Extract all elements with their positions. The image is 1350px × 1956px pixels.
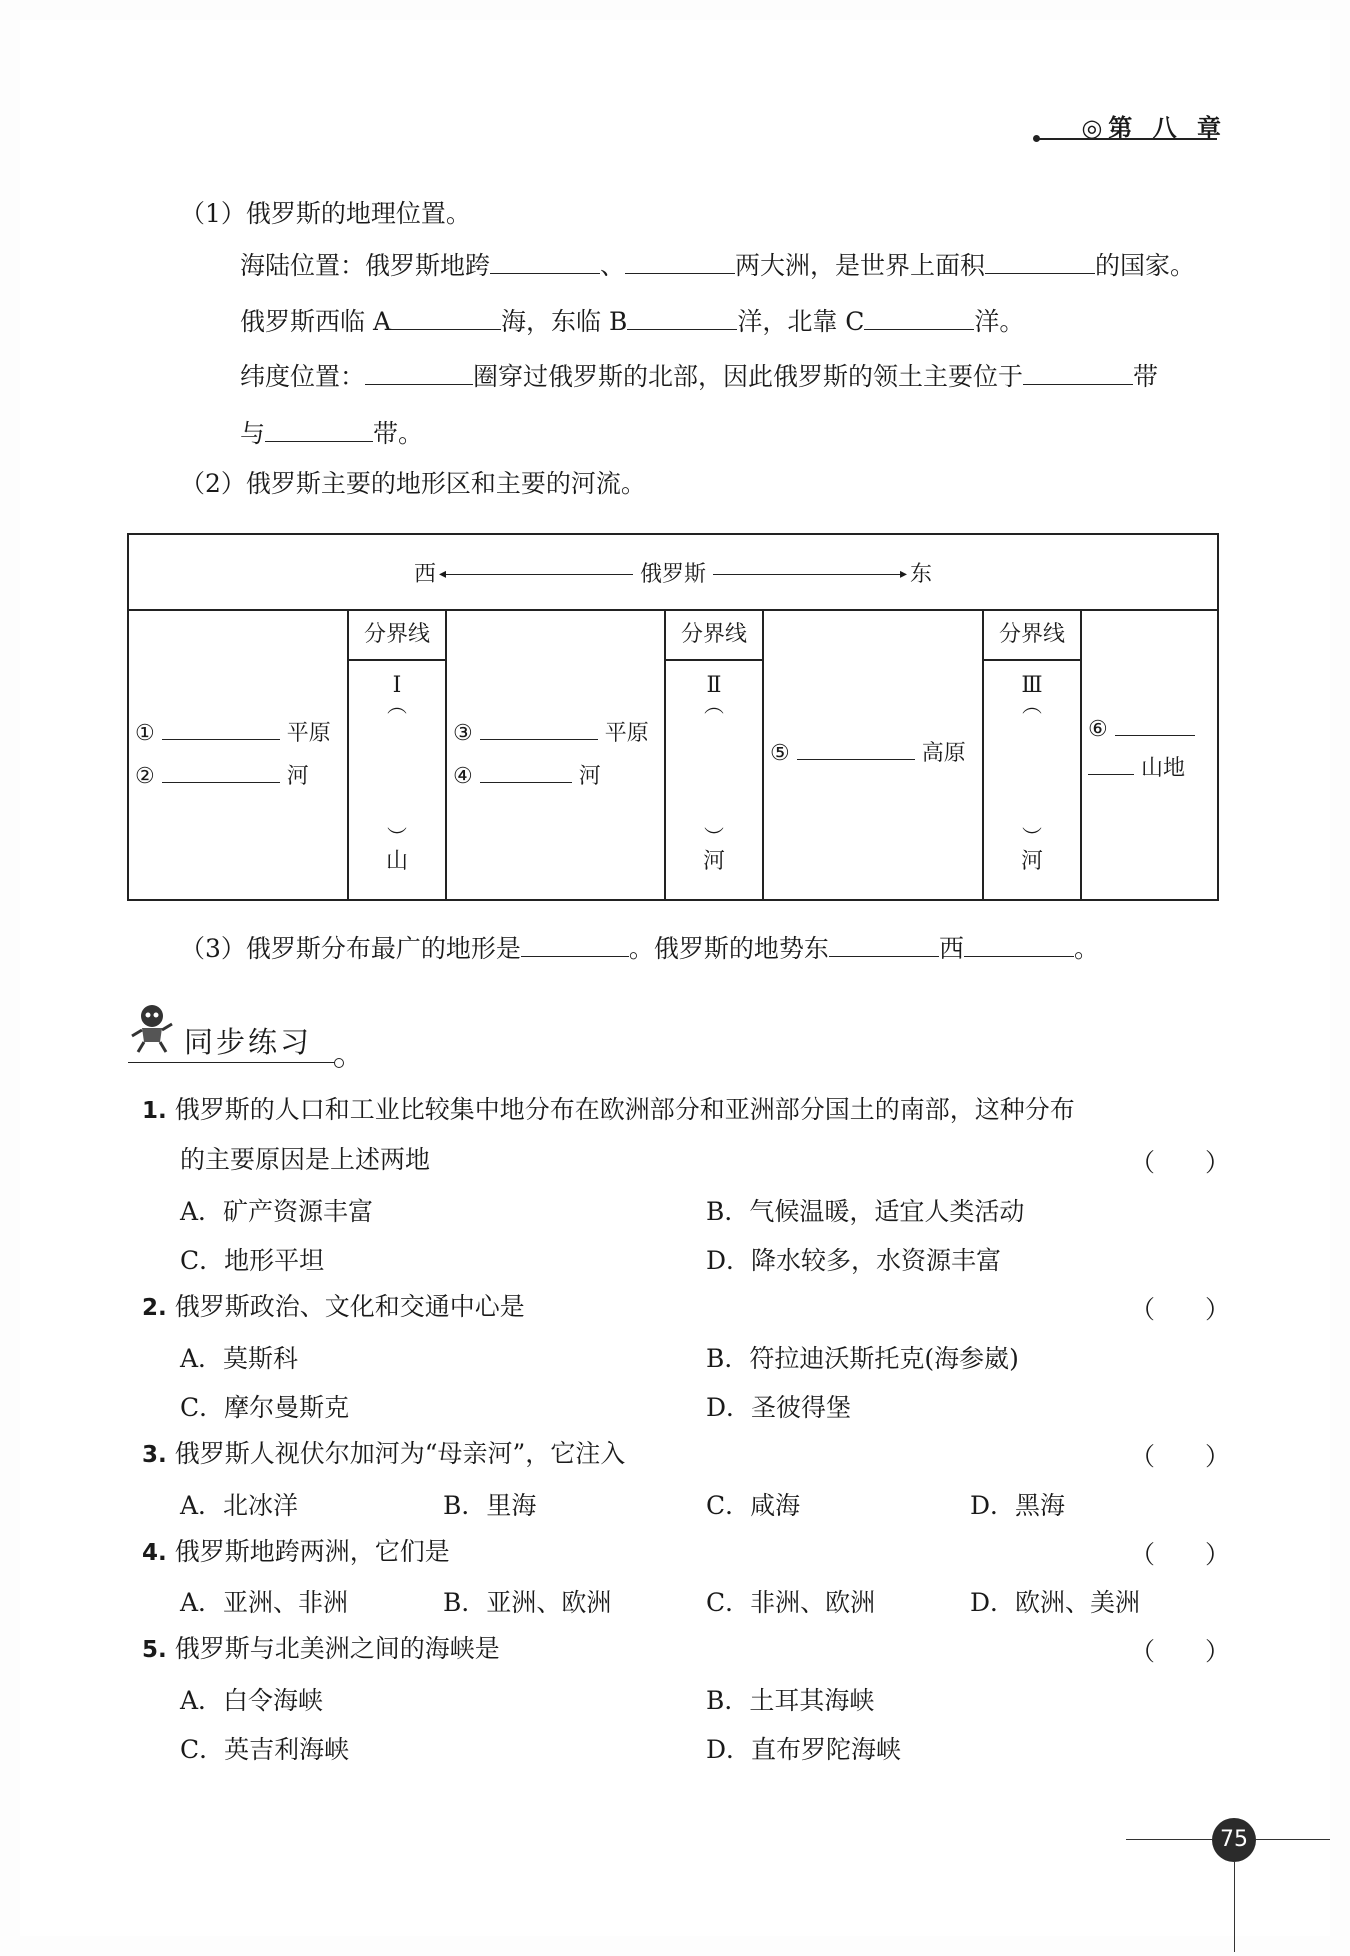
chapter-header: ◎第 八 章 (1081, 114, 1227, 142)
line4-text-a: 与 (240, 419, 266, 448)
line2-text-a: 俄罗斯西临 A (240, 307, 392, 336)
brace-top-1: ︵ (387, 693, 407, 717)
boundary-1 (348, 610, 446, 900)
east-arrow: ▸ (713, 574, 903, 575)
brace-bottom-3: ︶ (1022, 825, 1042, 849)
q5-number: 5. (142, 1637, 167, 1663)
practice-title-rule (128, 1062, 336, 1063)
blank-ocean-c[interactable] (864, 303, 974, 330)
q4-option-b[interactable]: B．亚洲、欧洲 (443, 1588, 612, 1617)
landform-table (127, 533, 1219, 901)
plain-3-suffix: 平原 (604, 721, 649, 746)
cell-plain-1 (128, 610, 348, 900)
q1-answer-paren[interactable]: （ ） (1130, 1148, 1231, 1177)
cell-plateau-5 (763, 610, 983, 900)
brace-top-3: ︵ (1022, 693, 1042, 717)
west-arrow: ◂ (443, 574, 633, 575)
q4-text: 俄罗斯地跨两洲，它们是 (174, 1537, 450, 1566)
river-4-suffix: 河 (578, 764, 601, 789)
header-rule (1037, 138, 1217, 140)
line1-text-d: 的国家。 (1095, 251, 1196, 280)
q4-answer-paren[interactable]: （ ） (1130, 1540, 1231, 1569)
page-number: 75 (1212, 1818, 1256, 1862)
q4-option-c[interactable]: C．非洲、欧洲 (706, 1588, 876, 1617)
section3-text-b: 。俄罗斯的地势东 (628, 934, 829, 963)
q1-text-1: 俄罗斯的人口和工业比较集中地分布在欧洲部分和亚洲部分国土的南部，这种分布 (174, 1095, 1075, 1124)
blank-mountain-6a[interactable] (1115, 713, 1195, 736)
blank-sea-a[interactable] (391, 303, 501, 330)
blank-river-2[interactable] (162, 760, 280, 783)
line3-text-b: 圈穿过俄罗斯的北部，因此俄罗斯的领土主要位于 (473, 362, 1024, 391)
q5-text: 俄罗斯与北美洲之间的海峡是 (174, 1634, 500, 1663)
q3-text: 俄罗斯人视伏尔加河为“母亲河”，它注入 (174, 1439, 626, 1468)
blank-plateau-5[interactable] (797, 737, 915, 760)
blank-mountain-6b[interactable] (1088, 752, 1134, 775)
section3-line (180, 930, 1099, 966)
cell-mountain-6 (1081, 610, 1218, 900)
line2-text-b: 海，东临 B (501, 307, 628, 336)
blank-river-4[interactable] (480, 760, 572, 783)
section3-text-d: 。 (1073, 934, 1099, 963)
marker-5: ⑤ (770, 741, 790, 766)
boundary-3 (983, 610, 1081, 900)
blank-plain-3[interactable] (480, 717, 598, 740)
section1-title: （1）俄罗斯的地理位置。 (180, 199, 471, 228)
blank-terrain-west[interactable] (964, 930, 1074, 957)
roman-2: Ⅱ (706, 673, 722, 698)
q5-option-c[interactable]: C．英吉利海峡 (180, 1735, 350, 1764)
q3-option-c[interactable]: C．咸海 (706, 1491, 801, 1520)
brace-bottom-2: ︶ (704, 825, 724, 849)
marker-1: ① (135, 721, 155, 746)
blank-ocean-b[interactable] (627, 303, 737, 330)
line3-text-c: 带 (1133, 362, 1159, 391)
roman-3: Ⅲ (1021, 673, 1043, 698)
q4-option-a[interactable]: A．亚洲、非洲 (180, 1588, 349, 1617)
blank-landform[interactable] (521, 930, 629, 957)
marker-3: ③ (453, 721, 473, 746)
roman-1: Ⅰ (392, 673, 402, 698)
q2-text: 俄罗斯政治、文化和交通中心是 (174, 1292, 525, 1321)
blank-area[interactable] (985, 247, 1095, 274)
line1-text-b: 、 (600, 251, 626, 280)
marker-6: ⑥ (1088, 717, 1108, 742)
q5-option-a[interactable]: A．白令海峡 (180, 1686, 324, 1715)
boundary-1-label: 分界线 (349, 611, 445, 661)
question-5 (142, 1632, 500, 1667)
blank-zone-2[interactable] (265, 415, 373, 442)
q1-option-d[interactable]: D．降水较多，水资源丰富 (706, 1246, 1002, 1275)
section1-line4 (240, 415, 423, 451)
q2-number: 2. (142, 1295, 167, 1321)
plateau-5-suffix: 高原 (921, 741, 966, 766)
question-3 (142, 1437, 625, 1472)
q3-option-a[interactable]: A．北冰洋 (180, 1491, 299, 1520)
country-label: 俄罗斯 (639, 561, 706, 587)
q5-answer-paren[interactable]: （ ） (1130, 1637, 1231, 1666)
section3-text-c: 西 (938, 934, 964, 963)
q4-number: 4. (142, 1540, 167, 1566)
line2-text-c: 洋，北靠 C (737, 307, 865, 336)
west-label: 西 (413, 561, 436, 587)
practice-title: 同步练习 (184, 1025, 313, 1059)
q1-option-c[interactable]: C．地形平坦 (180, 1246, 325, 1275)
river-2-suffix: 河 (286, 764, 309, 789)
section3-text-a: （3）俄罗斯分布最广的地形是 (180, 934, 521, 963)
line3-text-a: 纬度位置： (240, 362, 366, 391)
q1-option-a[interactable]: A．矿产资源丰富 (180, 1197, 374, 1226)
line1-text-a: 海陆位置：俄罗斯地跨 (240, 251, 491, 280)
q2-option-b[interactable]: B．符拉迪沃斯托克(海参崴) (706, 1344, 1019, 1373)
brace-bottom-1: ︶ (387, 825, 407, 849)
question-4 (142, 1535, 450, 1570)
line1-text-c: 两大洲，是世界上面积 (735, 251, 986, 280)
q4-option-d[interactable]: D．欧洲、美洲 (970, 1588, 1141, 1617)
q2-option-a[interactable]: A．莫斯科 (180, 1344, 299, 1373)
blank-terrain-east[interactable] (829, 930, 939, 957)
section2-title: （2）俄罗斯主要的地形区和主要的河流。 (180, 469, 646, 498)
line4-text-b: 带。 (373, 419, 424, 448)
question-1 (142, 1093, 1075, 1128)
q3-option-d[interactable]: D．黑海 (970, 1491, 1066, 1520)
q3-answer-paren[interactable]: （ ） (1130, 1442, 1231, 1471)
mascot-icon (130, 1002, 174, 1054)
boundary-2-end: 河 (702, 849, 725, 874)
marker-4: ④ (453, 764, 473, 789)
q1-option-b[interactable]: B．气候温暖，适宜人类活动 (706, 1197, 1025, 1226)
boundary-1-end: 山 (385, 849, 408, 874)
q3-option-b[interactable]: B．里海 (443, 1491, 537, 1520)
line2-text-d: 洋。 (974, 307, 1025, 336)
practice-title-dot (334, 1058, 344, 1068)
boundary-3-label: 分界线 (984, 611, 1080, 661)
boundary-2-label: 分界线 (666, 611, 762, 661)
marker-2: ② (135, 764, 155, 789)
boundary-2 (665, 610, 763, 900)
q1-text-2: 的主要原因是上述两地 (180, 1145, 431, 1174)
table-header-row (128, 534, 1218, 610)
blank-continent-2[interactable] (625, 247, 735, 274)
brace-top-2: ︵ (704, 693, 724, 717)
q5-option-d[interactable]: D．直布罗陀海峡 (706, 1735, 902, 1764)
q2-option-c[interactable]: C．摩尔曼斯克 (180, 1393, 350, 1422)
footer-rule-vertical (1234, 1862, 1235, 1952)
q2-option-d[interactable]: D．圣彼得堡 (706, 1393, 852, 1422)
blank-zone-1[interactable] (1023, 358, 1133, 385)
section1-line1 (240, 247, 1195, 283)
section1-line2 (240, 303, 1024, 339)
blank-continent-1[interactable] (490, 247, 600, 274)
boundary-3-end: 河 (1020, 849, 1043, 874)
q1-number: 1. (142, 1098, 167, 1124)
blank-latitude-circle[interactable] (365, 358, 473, 385)
east-label: 东 (910, 561, 933, 587)
q2-answer-paren[interactable]: （ ） (1130, 1295, 1231, 1324)
footer-rule-right (1256, 1839, 1330, 1840)
plain-1-suffix: 平原 (286, 721, 331, 746)
mountain-6-suffix: 山地 (1141, 756, 1186, 781)
q5-option-b[interactable]: B．土耳其海峡 (706, 1686, 875, 1715)
footer-rule-left (1126, 1839, 1212, 1840)
cell-plain-3 (446, 610, 665, 900)
question-2 (142, 1290, 525, 1325)
q3-number: 3. (142, 1442, 167, 1468)
section1-line3 (240, 358, 1158, 394)
blank-plain-1[interactable] (162, 717, 280, 740)
